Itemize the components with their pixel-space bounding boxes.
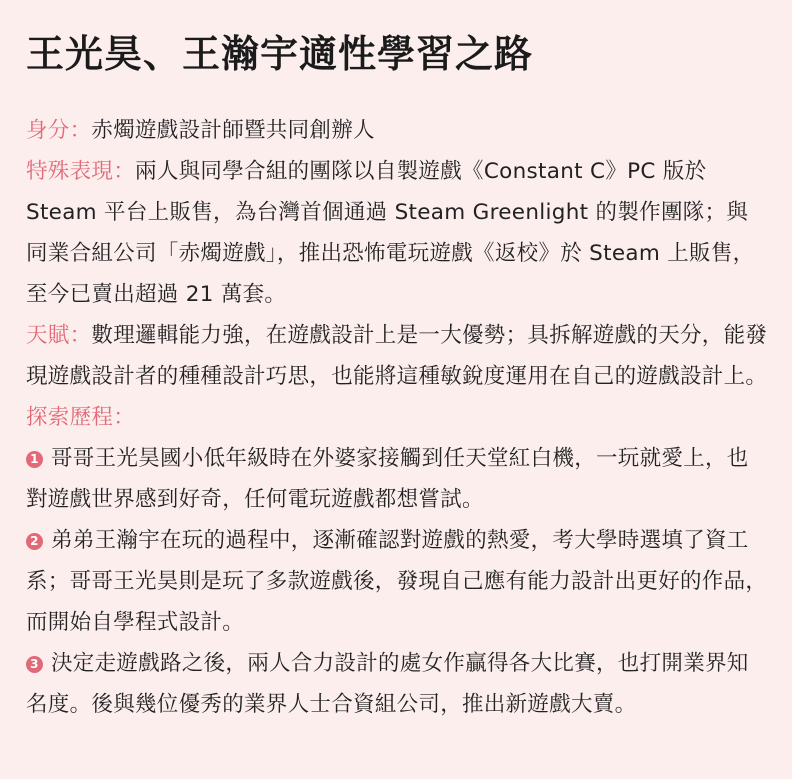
exploration-item-text: 決定走遊戲路之後，兩人合力設計的處女作贏得各大比賽，也打開業界知名度。後與幾位優秀的業界人士合資組公司，推出新遊戲大賣。: [26, 651, 749, 717]
talent-text: 數理邏輯能力強，在遊戲設計上是一大優勢；具拆解遊戲的天分，能發現遊戲設計者的種種設計巧思，也能將這種敏銳度運用在自己的遊戲設計上。: [26, 323, 768, 389]
number-3-bullet-icon: 3: [26, 656, 43, 673]
exploration-heading: [26, 397, 768, 438]
number-2-bullet-icon: 2: [26, 533, 43, 550]
achievement-text: 兩人與同學合組的團隊以自製遊戲《Constant C》PC 版於 Steam 平台上販售，為台灣首個通過 Steam Greenlight 的製作團隊；與同業合組公司「赤燭遊戲」，推出恐怖電玩遊戲《返校》於 Steam 上販售，至今已賣出超過 21 萬套。: [26, 159, 755, 307]
achievement-label: 特殊表現：: [26, 159, 136, 184]
achievement-paragraph: [26, 151, 768, 315]
page-title: 王光昊、王瀚宇適性學習之路: [26, 32, 534, 76]
exploration-label: 探索歷程：: [26, 405, 136, 430]
talent-label: 天賦：: [26, 323, 92, 348]
exploration-item-text: 弟弟王瀚宇在玩的過程中，逐漸確認對遊戲的熱愛，考大學時選填了資工系；哥哥王光昊則是玩了多款遊戲後，發現自己應有能力設計出更好的作品，而開始自學程式設計。: [26, 528, 768, 635]
exploration-item-3: [26, 643, 768, 725]
exploration-item-1: [26, 438, 768, 520]
exploration-item-text: 哥哥王光昊國小低年級時在外婆家接觸到任天堂紅白機，一玩就愛上，也對遊戲世界感到好奇，任何電玩遊戲都想嘗試。: [26, 446, 749, 512]
identity-label: 身分：: [26, 118, 92, 143]
talent-paragraph: [26, 315, 768, 397]
identity-text: 赤燭遊戲設計師暨共同創辦人: [91, 118, 375, 143]
number-1-bullet-icon: 1: [26, 451, 43, 468]
identity-paragraph: [26, 110, 768, 151]
exploration-item-2: [26, 520, 768, 643]
